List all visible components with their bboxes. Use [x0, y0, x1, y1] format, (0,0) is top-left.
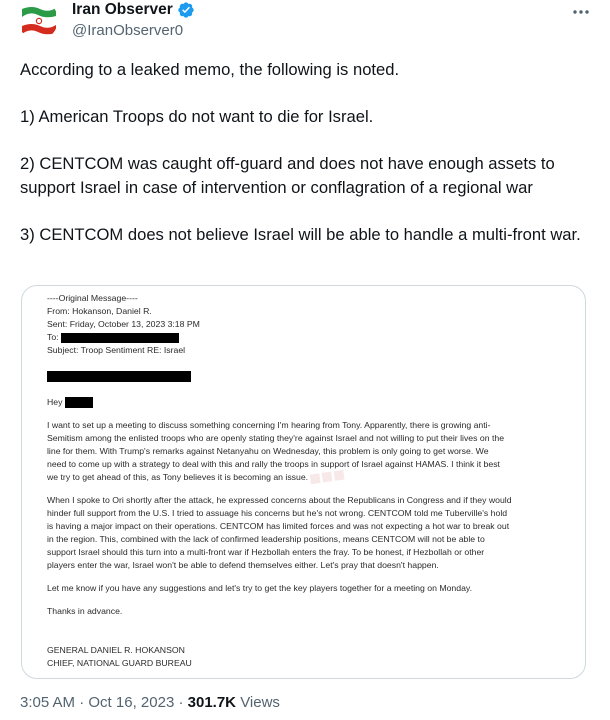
tweet-author: [72, 0, 195, 41]
tweet-meta: [20, 694, 280, 711]
tweet-time[interactable]: 3:05 AM: [20, 694, 76, 711]
tweet-paragraph: 3) CENTCOM does not believe Israel will be able to handle a multi-front war.: [20, 224, 581, 244]
more-options-icon[interactable]: [572, 2, 590, 20]
memo-header-line: From: Hokanson, Daniel R.: [47, 306, 152, 316]
memo-header: [47, 292, 567, 357]
memo-line: Let me know if you have any suggestions and let's try to get the key players together for a meeting on Monday.: [47, 583, 473, 593]
redaction-bar: [61, 333, 179, 343]
memo-header-line: Subject: Troop Sentiment RE: Israel: [47, 345, 186, 355]
memo-header-line: ----Original Message----: [47, 293, 138, 303]
user-handle[interactable]: @IranObserver0: [72, 22, 184, 39]
redaction-bar: [47, 371, 191, 382]
memo-line: is having a major impact on their operations. CENTCOM has limited forces and was not expecting a hot war to break out: [47, 521, 510, 531]
meta-separator: ·: [79, 694, 85, 711]
memo-line: in the region. This, combined with the lack of confirmed leadership positions, means CENTCOM will not be able to: [47, 534, 485, 544]
memo-signature: CHIEF, NATIONAL GUARD BUREAU: [47, 658, 192, 668]
memo-line: When I spoke to Ori shortly after the attack, he expressed concerns about the Republicans in Congress and if they would: [47, 495, 512, 505]
memo-greeting: Hey: [47, 397, 63, 407]
tweet-text: [20, 58, 592, 270]
memo-line: support Israel should this turn into a multi-front war if Hezbollah enters the fray. To be honest, if Hezbollah or other: [47, 547, 485, 557]
tweet-media-image[interactable]: [21, 285, 586, 679]
verified-badge-icon[interactable]: [177, 1, 195, 19]
faint-watermark: ■■■: [307, 463, 347, 491]
memo-header-line: Sent: Friday, October 13, 2023 3:18 PM: [47, 319, 200, 329]
tweet-paragraph: 1) American Troops do not want to die for Israel.: [20, 107, 374, 126]
avatar[interactable]: [18, 0, 58, 40]
iran-flag-avatar-icon: [18, 0, 58, 40]
redaction-bar: [65, 397, 93, 408]
memo-line: we try to get ahead of this, as Tony believes it is becoming an issue.: [47, 472, 309, 482]
views-label: Views: [240, 694, 280, 711]
memo-closing: Thanks in advance.: [47, 606, 123, 616]
display-name[interactable]: Iran Observer: [72, 1, 173, 18]
tweet-paragraph: 2) CENTCOM was caught off-guard and does not have enough assets to support Israel in case of intervention or conflagration of a regional war: [20, 154, 555, 197]
memo-line: I want to set up a meeting to discuss something concerning I'm hearing from Tony. Apparently, there is growing anti-: [47, 420, 491, 430]
tweet-date[interactable]: Oct 16, 2023: [88, 694, 175, 711]
memo-line: Semitism among the enlisted troops who are openly stating they're against Israel and not willing to put their lives on the: [47, 433, 505, 443]
tweet-paragraph: According to a leaked memo, the following is noted.: [20, 60, 400, 79]
memo-line: hinder full support from the U.S. I tried to assuage his concerns but he's not wrong. CENTCOM told me Tuberville's hold: [47, 508, 508, 518]
memo-signature: GENERAL DANIEL R. HOKANSON: [47, 645, 185, 655]
meta-separator: ·: [178, 694, 184, 711]
views-count[interactable]: 301.7K: [187, 694, 237, 711]
memo-line: players enter the war, Israel won't be able to defend themselves either. Let's pray that doesn't happen.: [47, 560, 439, 570]
memo-document: [47, 292, 567, 670]
memo-header-line: To:: [47, 332, 59, 342]
memo-line: need to come up with a strategy to deal with this and rally the troops in support of Israel against HAMAS. I think it best: [47, 459, 500, 469]
memo-line: line for them. With Trump's remarks against Netanyahu on Wednesday, this problem is only going to get worse. We: [47, 446, 489, 456]
